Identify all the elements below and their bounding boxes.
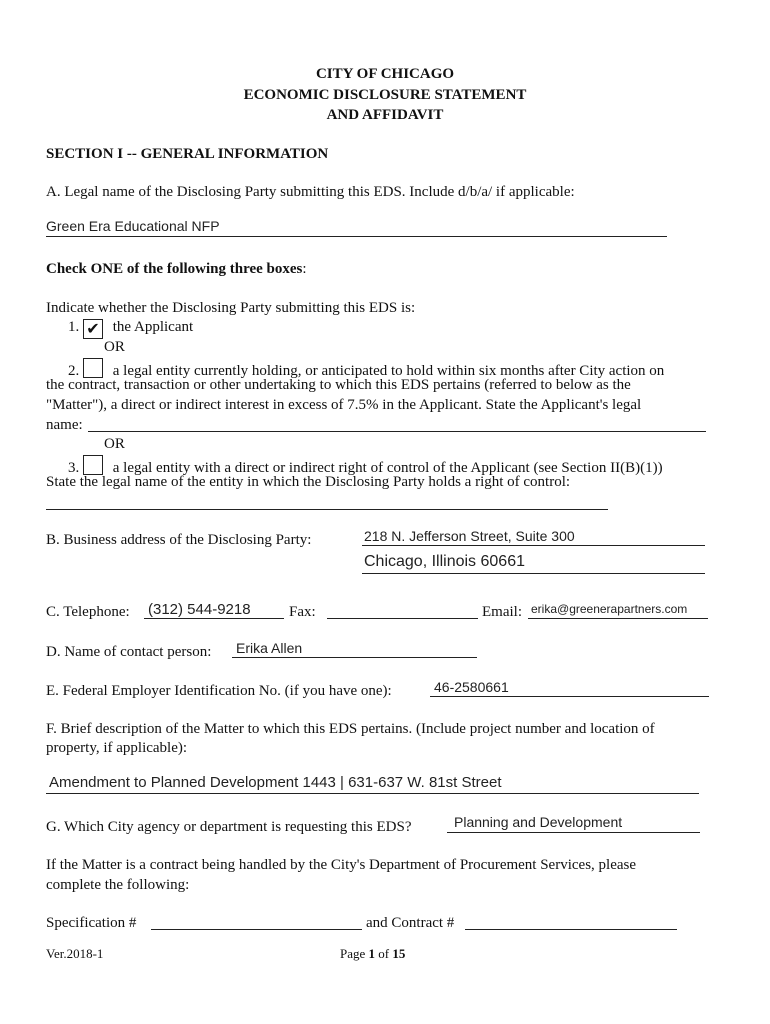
page-number: 1 [368,946,376,961]
option-2-label: a legal entity currently holding, or anticipated to hold within six months after City action on [112,363,665,379]
section-title: SECTION I -- GENERAL INFORMATION [46,146,329,162]
option-2-name-label: name: [46,417,83,433]
check-boxes-heading [46,261,307,278]
contract-field[interactable] [465,929,677,930]
email-value[interactable]: erika@greenerapartners.com [531,602,688,616]
check-boxes-colon: : [302,261,307,277]
business-address-line-1[interactable]: 218 N. Jefferson Street, Suite 300 [364,528,575,544]
or-separator-1: OR [104,339,125,355]
city-agency-label: G. Which City agency or department is requesting this EDS? [46,819,412,835]
procurement-note-line-1: If the Matter is a contract being handled by the City's Department of Procurement Services, please [46,857,637,873]
business-address-underline-2 [362,573,705,574]
telephone-value[interactable]: (312) 544-9218 [148,601,251,618]
doc-title-line-3: AND AFFIDAVIT [326,107,444,123]
option-2-name-field[interactable] [88,431,706,432]
control-entity-field[interactable] [46,509,608,510]
option-1-number: 1. [68,319,80,335]
of-word: of [378,946,390,961]
option-2-line-2: the contract, transaction or other undertaking to which this EDS pertains (referred to below as the [46,377,631,393]
option-2-number: 2. [68,363,80,379]
option-1 [68,319,193,339]
fein-value[interactable]: 46-2580661 [434,679,509,695]
matter-description-label: F. Brief description of the Matter to which this EDS pertains. (Include project number and location of [46,721,655,737]
option-2-checkbox[interactable] [83,358,103,378]
page-word: Page [340,946,366,961]
contact-person-label: D. Name of contact person: [46,644,212,660]
telephone-underline [144,618,284,619]
fax-field[interactable] [327,618,478,619]
doc-title-line-1: CITY OF CHICAGO [315,66,455,82]
email-underline [528,618,708,619]
page-total: 15 [392,946,406,961]
fein-label: E. Federal Employer Identification No. (if you have one): [46,683,392,699]
procurement-note-line-2: complete the following: [46,877,190,893]
email-label: Email: [482,604,522,620]
contact-person-value[interactable]: Erika Allen [236,640,303,656]
page-indicator [340,946,405,962]
legal-name-underline [46,236,667,237]
legal-name-value[interactable]: Green Era Educational NFP [46,218,220,234]
version-label: Ver.2018-1 [46,946,104,961]
option-2-line-3: "Matter"), a direct or indirect interest in excess of 7.5% in the Applicant. State the Applicant's legal [46,397,642,413]
option-3-line-2: State the legal name of the entity in which the Disclosing Party holds a right of control: [46,474,571,490]
contact-person-underline [232,657,477,658]
check-boxes-title: Check ONE of the following three boxes [46,261,303,277]
option-1-checkbox[interactable]: ✔ [83,319,103,339]
matter-description-value[interactable]: Amendment to Planned Development 1443 | 631-637 W. 81st Street [49,774,502,791]
doc-title-line-2: ECONOMIC DISCLOSURE STATEMENT [243,87,527,103]
telephone-label: C. Telephone: [46,604,130,620]
specification-field[interactable] [151,929,362,930]
city-agency-value[interactable]: Planning and Development [454,814,623,830]
option-1-label: the Applicant [112,319,194,335]
option-3-label: a legal entity with a direct or indirect right of control of the Applicant (see Section II(B)(1)) [112,460,663,476]
matter-description-label-2: property, if applicable): [46,740,188,756]
or-separator-2: OR [104,436,125,452]
contract-label: and Contract # [366,915,455,931]
option-3-checkbox[interactable] [83,455,103,475]
city-agency-underline [447,832,700,833]
business-address-underline-1 [362,545,705,546]
business-address-line-2[interactable]: Chicago, Illinois 60661 [364,553,525,570]
business-address-label: B. Business address of the Disclosing Party: [46,532,312,548]
matter-description-underline [46,793,699,794]
legal-name-label: A. Legal name of the Disclosing Party submitting this EDS. Include d/b/a/ if applicable: [46,184,575,200]
fax-label: Fax: [289,604,316,620]
fein-underline [430,696,709,697]
specification-label: Specification # [46,915,137,931]
indicate-text: Indicate whether the Disclosing Party submitting this EDS is: [46,300,416,316]
option-3-number: 3. [68,460,80,476]
